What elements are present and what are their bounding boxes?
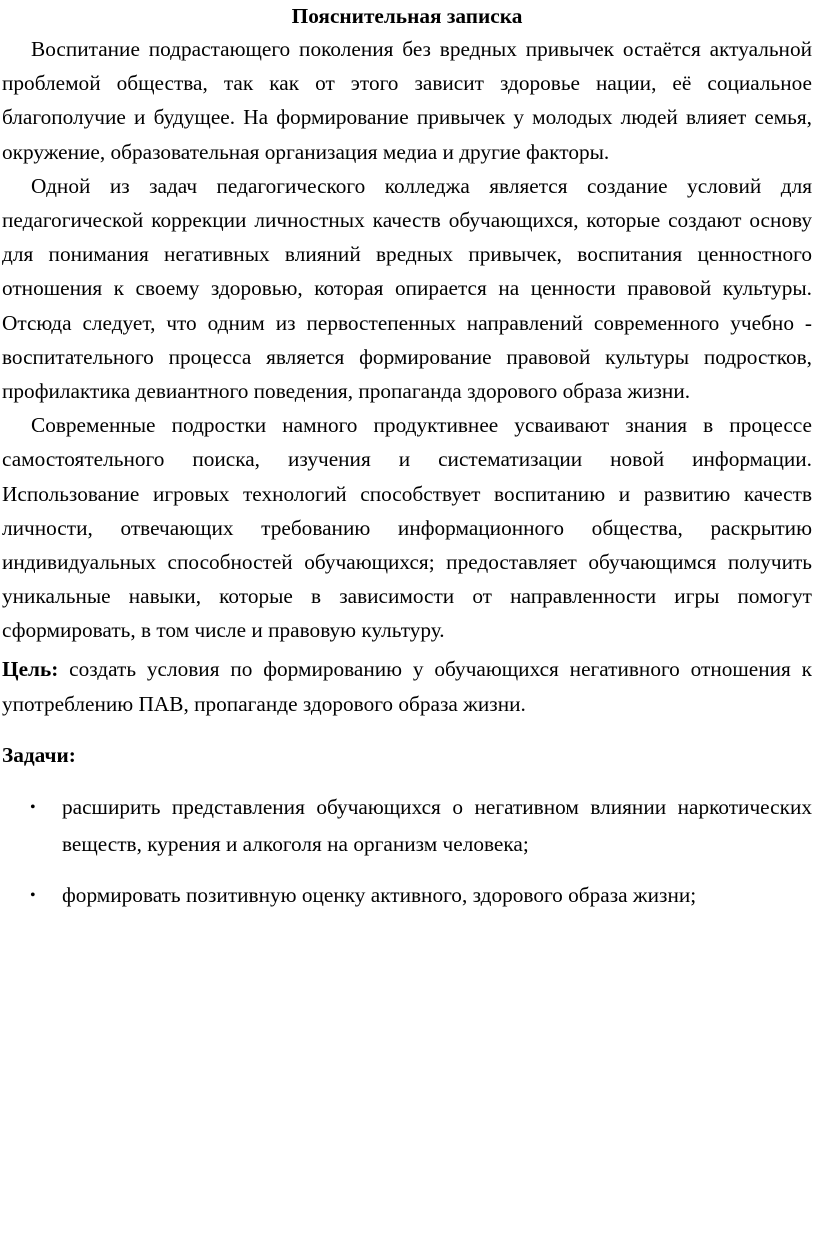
tasks-heading: Задачи: <box>2 742 76 767</box>
goal-text: создать условия по формированию у обучающихся негативного отношения к употреблению ПАВ, пропаганде здорового образа жизни. <box>2 656 812 716</box>
paragraph-modern-teens: Современные подростки намного продуктивнее усваивают знания в процессе самостоятельного поиска, изучения и систематизации новой информации. Использование игровых технологий способствует воспитанию и развитию качеств личности, отвечающих требованию информационного общества, раскрытию индивидуальных способностей обучающихся; предоставляет обучающимся получить уникальные навыки, которые в зависимости от направленности игры помогут сформировать, в том числе и правовую культуру. <box>2 413 812 643</box>
paragraph-intro: Воспитание подрастающего поколения без вредных привычек остаётся актуальной проблемой общества, так как от этого зависит здоровье нации, её социальное благополучие и будущее. На формирование привычек у молодых людей влияет семья, окружение, образовательная организация медиа и другие факторы. <box>2 37 812 164</box>
list-item <box>2 789 812 863</box>
bullet-icon: • <box>30 798 36 816</box>
bullet-icon: • <box>30 886 36 904</box>
goal-label: Цель: <box>2 656 59 681</box>
document-title: Пояснительная записка <box>291 4 523 28</box>
goal-statement <box>2 652 812 722</box>
list-item <box>2 877 812 914</box>
paragraph-college-tasks: Одной из задач педагогического колледжа является создание условий для педагогической коррекции личностных качеств обучающихся, которые создают основу для понимания негативных влияний вредных привычек, воспитания ценностного отношения к своему здоровью, которая опирается на ценности правовой культуры. Отсюда следует, что одним из первостепенных направлений современного учебно - воспитательного процесса является формирование правовой культуры подростков, профилактика девиантного поведения, пропаганда здорового образа жизни. <box>2 173 812 404</box>
task-text: расширить представления обучающихся о негативном влиянии наркотических веществ, курения и алкоголя на организм человека; <box>62 794 812 856</box>
tasks-list <box>2 789 812 914</box>
task-text: формировать позитивную оценку активного, здорового образа жизни; <box>62 882 697 907</box>
